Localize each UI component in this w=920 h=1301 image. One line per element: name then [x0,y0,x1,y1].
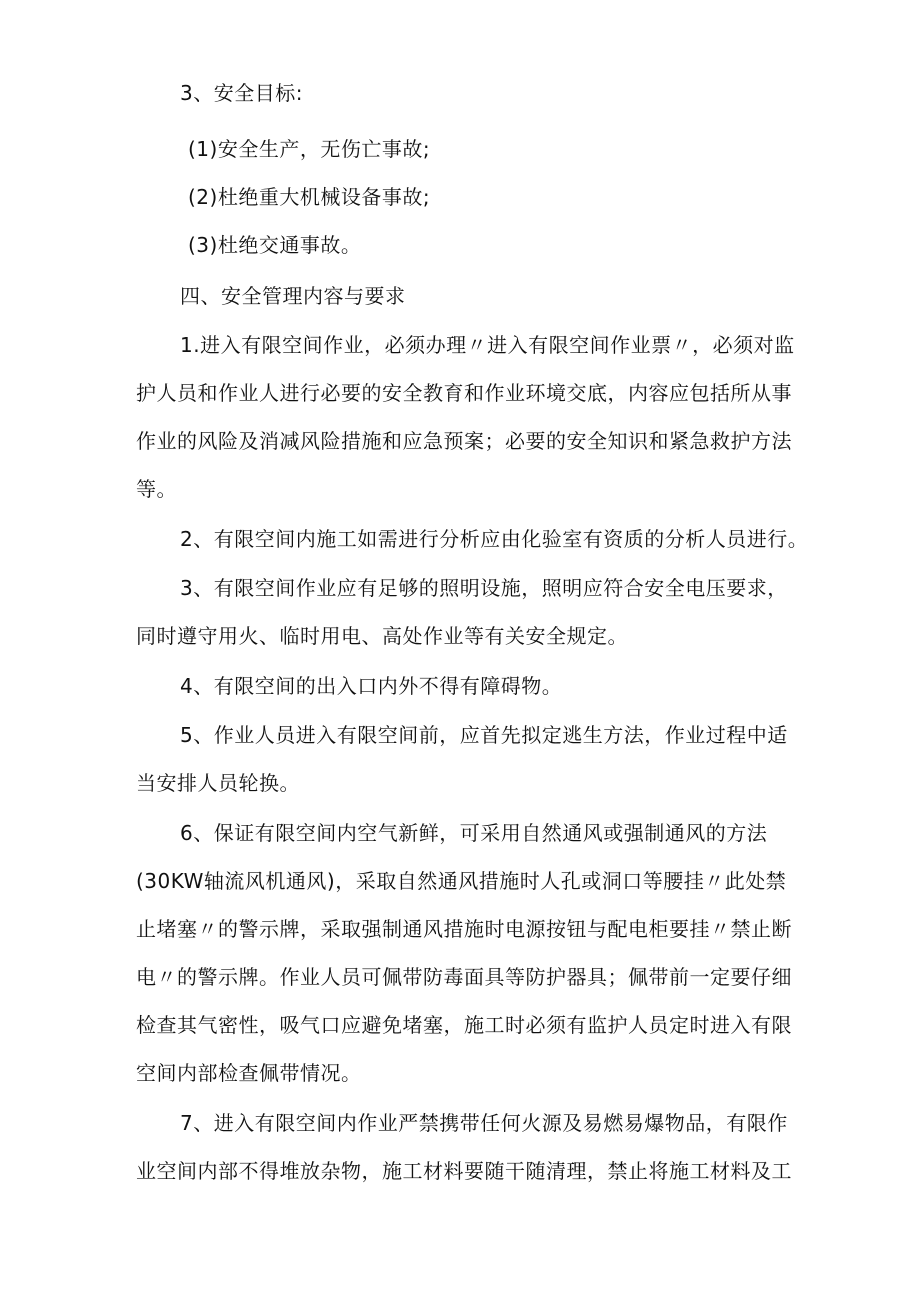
para-6-line-1: 6、保证有限空间内空气新鲜，可采用自然通风或强制通风的方法 [180,821,768,845]
para-1-line-1: 1.进入有限空间作业，必须办理〃进入有限空间作业票〃，必须对监 [180,333,795,357]
para-1-line-3: 作业的风险及消减风险措施和应急预案；必要的安全知识和紧急救护方法 [136,429,792,453]
para-4: 4、有限空间的出入口内外不得有障碍物。 [180,674,563,698]
goal-item-2: (2)杜绝重大机械设备事故; [188,185,431,209]
para-5-line-1: 5、作业人员进入有限空间前，应首先拟定逃生方法，作业过程中适 [180,723,788,747]
para-3-line-1: 3、有限空间作业应有足够的照明设施，照明应符合安全电压要求， [180,576,788,600]
para-3-line-2: 同时遵守用火、临时用电、高处作业等有关安全规定。 [136,624,628,648]
para-7-line-1: 7、进入有限空间内作业严禁携带任何火源及易燃易爆物品，有限作 [180,1111,788,1135]
para-6-line-3: 止堵塞〃的警示牌，采取强制通风措施时电源按钮与配电柜要挂〃禁止断 [136,917,792,941]
para-7-line-2: 业空间内部不得堆放杂物，施工材料要随干随清理，禁止将施工材料及工 [136,1159,792,1183]
para-1-line-4: 等。 [136,477,177,501]
goal-item-3: (3)杜绝交通事故。 [188,233,362,257]
para-6-line-5: 检查其气密性，吸气口应避免堵塞，施工时必须有监护人员定时进入有限 [136,1013,792,1037]
para-6-line-4: 电〃的警示牌。作业人员可佩带防毒面具等防护器具；佩带前一定要仔细 [136,965,792,989]
section-goal-heading: 3、安全目标: [180,81,303,105]
para-2: 2、有限空间内施工如需进行分析应由化验室有资质的分析人员进行。 [180,527,809,551]
section-four-heading: 四、安全管理内容与要求 [180,284,406,308]
para-6-line-2: (30KW轴流风机通风)，采取自然通风措施时人孔或洞口等腰挂〃此处禁 [136,869,787,893]
goal-item-1: (1)安全生产，无伤亡事故; [188,137,431,161]
para-6-line-6: 空间内部检查佩带情况。 [136,1061,362,1085]
para-1-line-2: 护人员和作业人进行必要的安全教育和作业环境交底，内容应包括所从事 [136,381,792,405]
para-5-line-2: 当安排人员轮换。 [136,771,300,795]
